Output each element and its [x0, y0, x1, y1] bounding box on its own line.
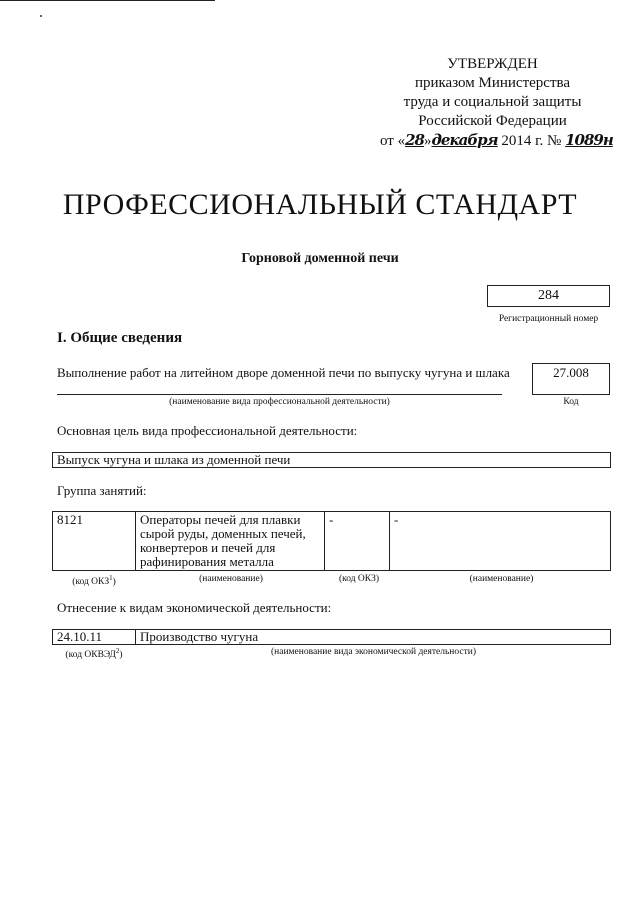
goal-heading: Основная цель вида профессиональной деятельности:	[57, 423, 358, 438]
occupation-group-table	[52, 511, 611, 571]
goal-box: Выпуск чугуна и шлака из доменной печи	[52, 452, 611, 468]
scan-edge-line	[0, 0, 215, 1]
date-month: декабря	[431, 131, 498, 149]
okz-code-caption: (код ОКЗ$^1$)	[72, 574, 116, 588]
okz-name-cell: Операторы печей для плавки сырой руды, доменных печей, конвертеров и печей для рафинирования металла	[136, 512, 325, 571]
registration-number-label: Регистрационный номер	[498, 314, 599, 324]
okved-name-caption: (наименование вида экономической деятельности)	[271, 647, 476, 657]
econ-activity-table	[52, 629, 611, 645]
okved-name-cell: Производство чугуна	[136, 630, 611, 645]
approval-line: приказом Министерства	[414, 75, 571, 91]
okved-code-caption: (код ОКВЭД$^2$)	[65, 647, 123, 661]
activity-code-box: 27.008	[532, 363, 610, 395]
date-day: 28	[405, 131, 424, 149]
table-row	[53, 512, 611, 571]
okz-name-cell-2: -	[390, 512, 611, 571]
page-title: ПРОФЕССИОНАЛЬНЫЙ СТАНДАРТ	[62, 188, 578, 221]
approval-block	[380, 55, 613, 151]
scan-speck	[40, 15, 42, 17]
activity-name: Выполнение работ на литейном дворе доменной печи по выпуску чугуна и шлака	[57, 365, 510, 380]
table-row	[53, 630, 611, 645]
registration-number-box: 284	[487, 285, 610, 307]
code-caption: Код	[563, 397, 579, 407]
approval-line: труда и социальной защиты	[403, 94, 582, 110]
okved-code-cell: 24.10.11	[53, 630, 136, 645]
standard-name: Горновой доменной печи	[241, 251, 399, 266]
okz-code-cell-2: -	[325, 512, 390, 571]
group-heading: Группа занятий:	[57, 483, 147, 498]
okz-name-caption: (наименование)	[199, 574, 263, 584]
okz-name-caption-2: (наименование)	[469, 574, 534, 584]
approval-date-line: от «28»декабря 2014 г. № 1089н	[380, 131, 613, 149]
date-year: 2014 г. №	[501, 133, 562, 149]
approval-title: УТВЕРЖДЕН	[447, 56, 538, 72]
econ-heading: Отнесение к видам экономической деятельности:	[57, 600, 332, 615]
approval-line: Российской Федерации	[418, 113, 567, 129]
order-number: 1089н	[565, 131, 613, 149]
okz-code-cell: 8121	[53, 512, 136, 571]
activity-caption: (наименование вида профессиональной деятельности)	[169, 397, 390, 407]
okz-code-caption-2: (код ОКЗ)	[338, 574, 380, 584]
date-prefix: от «	[380, 133, 406, 149]
section-heading: I. Общие сведения	[57, 330, 183, 346]
activity-underline	[57, 394, 502, 395]
